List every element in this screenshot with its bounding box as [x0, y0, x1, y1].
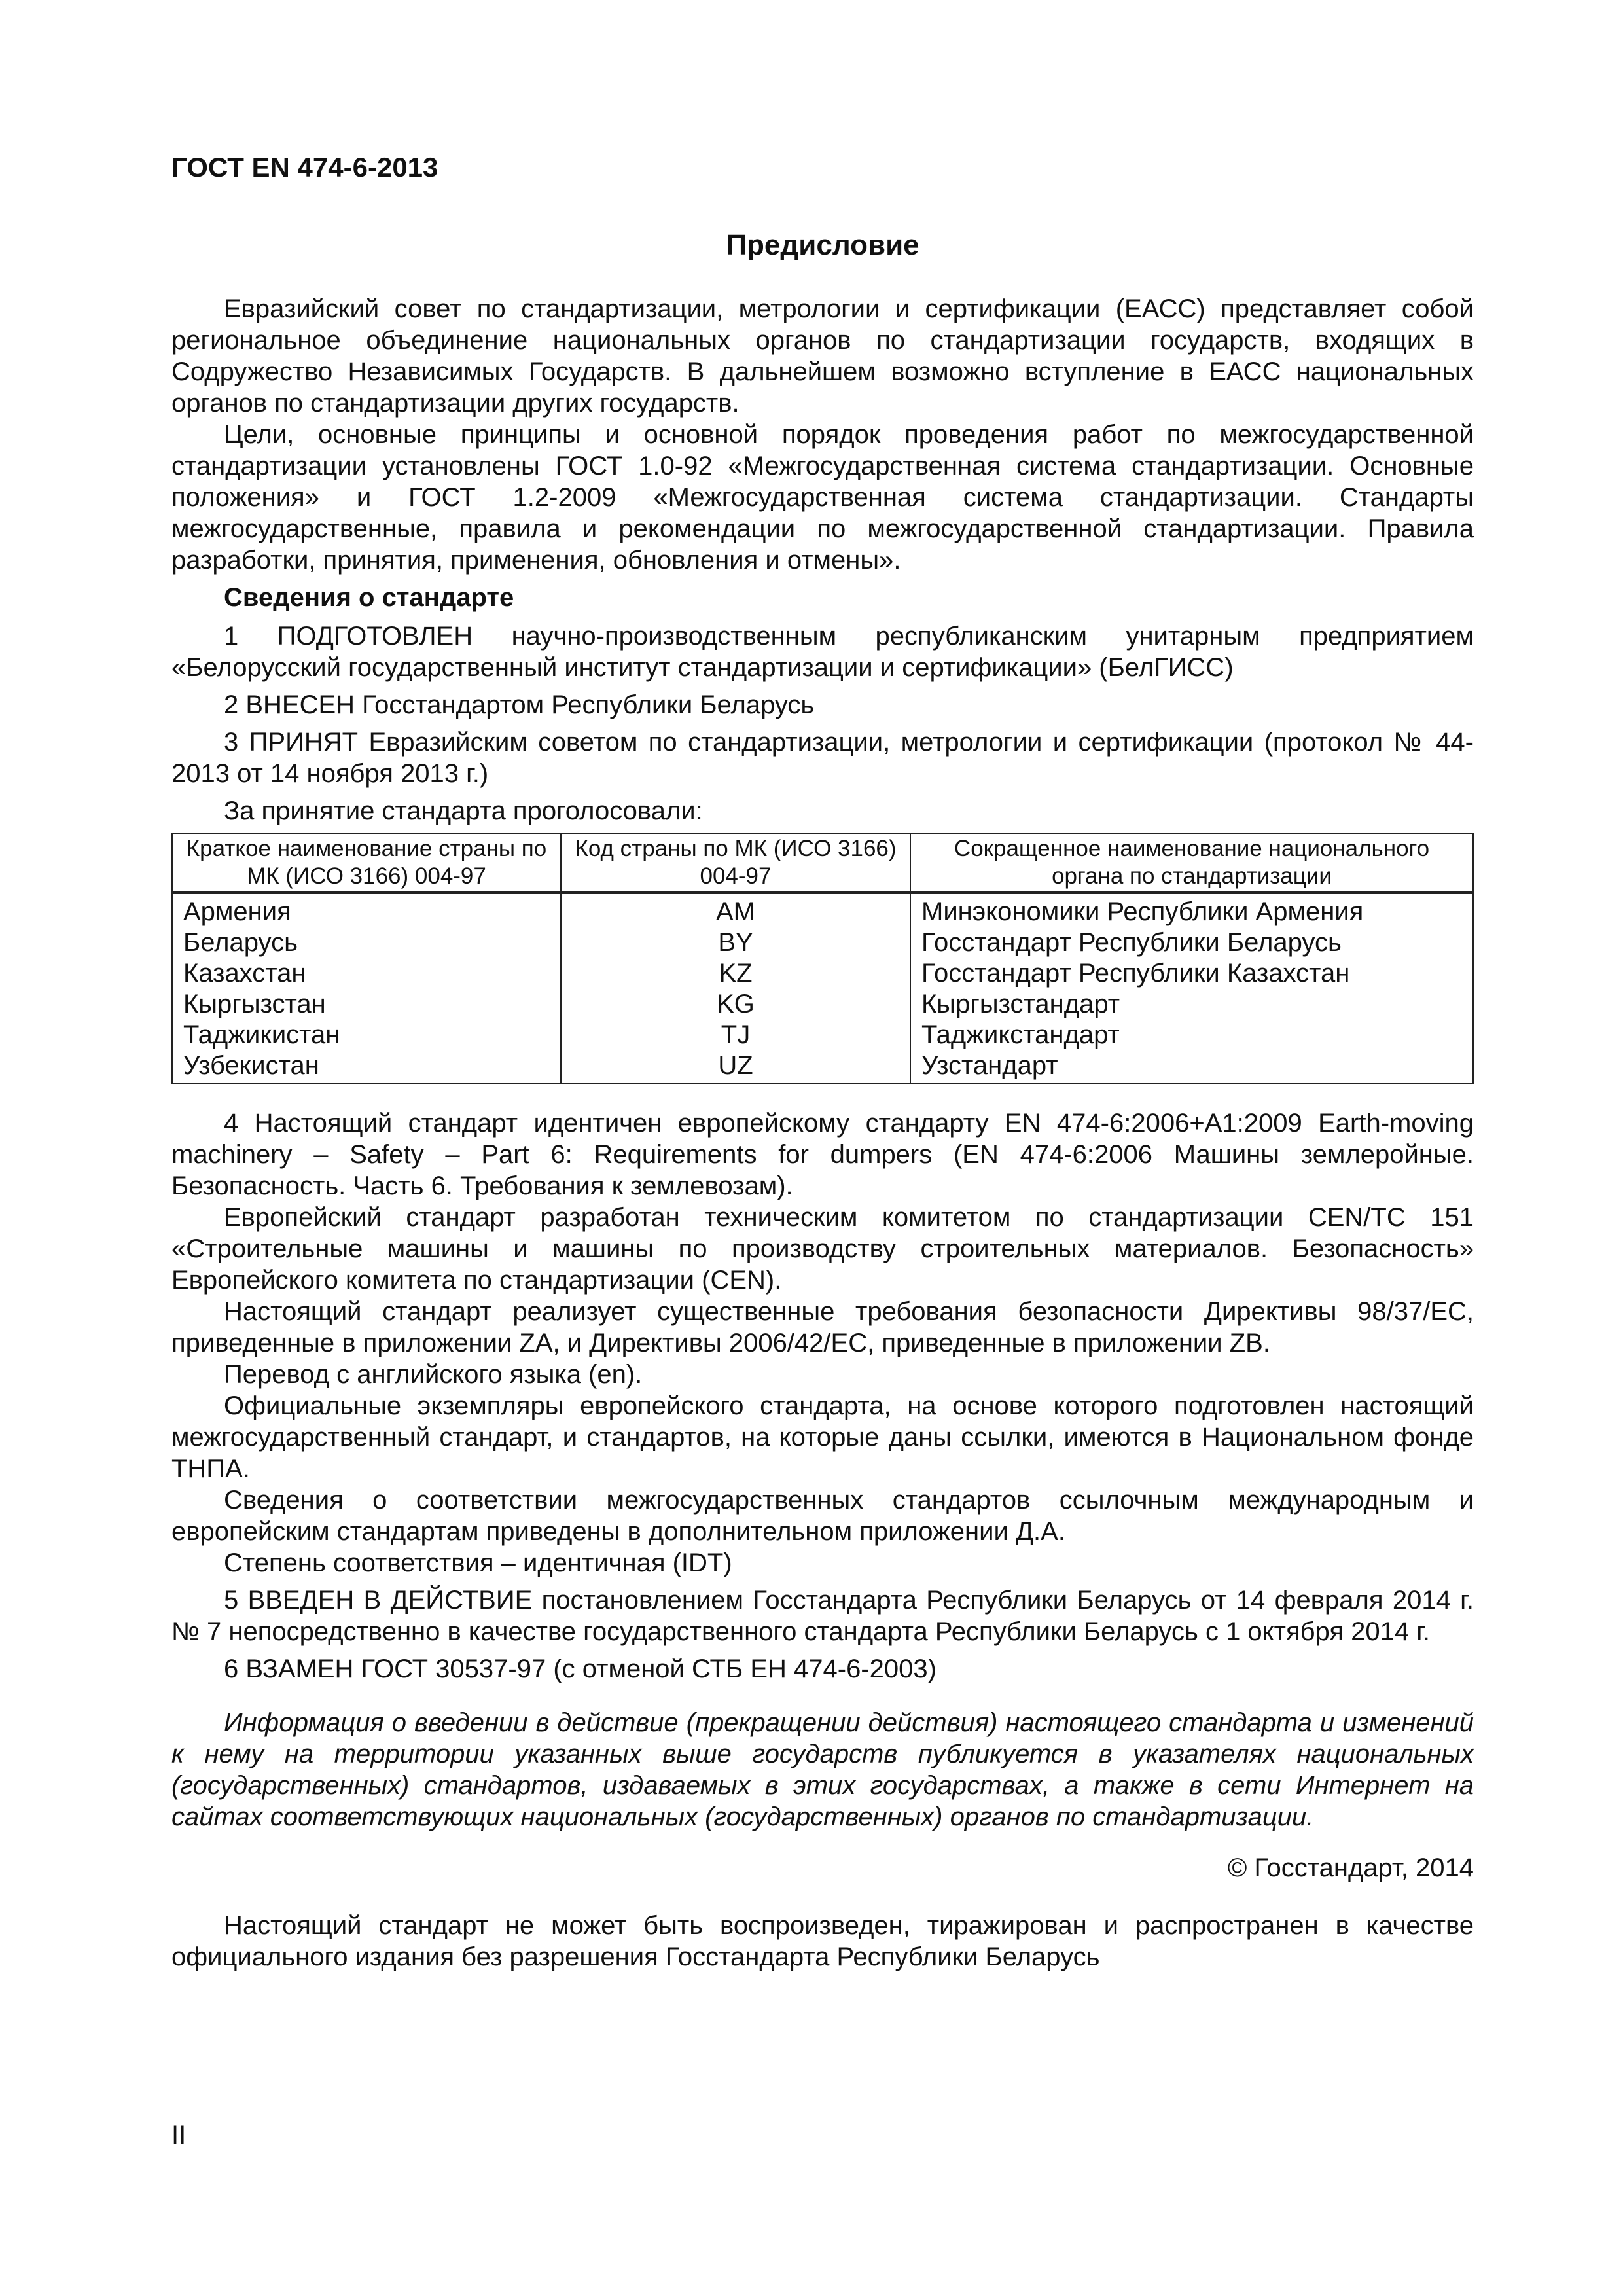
item-identity-detail: Степень соответствия – идентичная (IDT) [224, 1549, 732, 1577]
table-row [172, 1050, 1473, 1083]
document-body [171, 293, 1474, 1979]
cell-authority: Кыргызстандарт [910, 989, 1473, 1020]
column-header-code: Код страны по МК (ИСО 3166) 004-97 [561, 833, 910, 893]
cell-country: Казахстан [172, 958, 561, 989]
copyright-notice: © Госстандарт, 2014 [1227, 1854, 1474, 1882]
cell-authority: Узстандарт [910, 1050, 1473, 1083]
cell-country: Кыргызстан [172, 989, 561, 1020]
item-identity-detail: Официальные экземпляры европейского стандарта, на основе которого подготовлен настоящий межгосударственный стандарт, и стандартов, на которые даны ссылки, имеются в Национальном фонде ТНПА. [171, 1391, 1474, 1483]
item-submitted: 2 ВНЕСЕН Госстандартом Республики Беларусь [224, 691, 815, 719]
cell-code: UZ [561, 1050, 910, 1083]
cell-authority: Госстандарт Республики Беларусь [910, 927, 1473, 958]
table-row [172, 958, 1473, 989]
cell-authority: Минэкономики Республики Армения [910, 893, 1473, 927]
intro-paragraph: Евразийский совет по стандартизации, метрологии и сертификации (ЕАСС) представляет собой региональное объединение национальных органов по стандартизации государств, входящих в Содружество Независимых Государств. В дальнейшем возможно вступление в ЕАСС национальных органов по стандартизации других государств. [171, 295, 1474, 418]
cell-country: Беларусь [172, 927, 561, 958]
cell-country: Таджикистан [172, 1020, 561, 1050]
table-row [172, 893, 1473, 927]
cell-authority: Госстандарт Республики Казахстан [910, 958, 1473, 989]
page-number: II [171, 2121, 187, 2149]
cell-code: AM [561, 893, 910, 927]
table-header-row [172, 833, 1473, 893]
voting-table [171, 833, 1474, 1084]
cell-authority: Таджикстандарт [910, 1020, 1473, 1050]
item-prepared: 1 ПОДГОТОВЛЕН научно-производственным республиканским унитарным предприятием «Белорусский государственный институт стандартизации и сертификации» (БелГИСС) [171, 622, 1474, 682]
voted-label: За принятие стандарта проголосовали: [224, 797, 703, 825]
item-identity: 4 Настоящий стандарт идентичен европейскому стандарту EN 474-6:2006+A1:2009 Earth-moving machinery – Safety – Part 6: Requirements for dumpers (EN 474-6:2006 Машины землеройные. Безопасность. Часть 6. Требования к землевозам). [171, 1109, 1474, 1200]
item-identity-detail: Перевод с английского языка (en). [224, 1360, 643, 1389]
page-title: Предисловие [726, 229, 919, 261]
cell-code: KG [561, 989, 910, 1020]
section-heading: Сведения о стандарте [224, 583, 514, 612]
intro-paragraph: Цели, основные принципы и основной порядок проведения работ по межгосударственной стандартизации установлены ГОСТ 1.0-92 «Межгосударственная система стандартизации. Основные положения» и ГОСТ 1.2-2009 «Межгосударственная система стандартизации. Стандарты межгосударственные, правила и рекомендации по межгосударственной стандартизации. Правила разработки, принятия, применения, обновления и отмены». [171, 420, 1474, 575]
restriction-notice: Настоящий стандарт не может быть воспроизведен, тиражирован и распространен в качестве официального издания без разрешения Госстандарта Республики Беларусь [171, 1911, 1474, 1971]
cell-code: KZ [561, 958, 910, 989]
document-code: ГОСТ EN 474-6-2013 [171, 152, 438, 183]
table-row [172, 1020, 1473, 1050]
column-header-country: Краткое наименование страны по МК (ИСО 3166) 004-97 [172, 833, 561, 893]
cell-code: BY [561, 927, 910, 958]
table-row [172, 989, 1473, 1020]
item-replaces: 6 ВЗАМЕН ГОСТ 30537-97 (с отменой СТБ ЕН 474-6-2003) [224, 1655, 936, 1683]
column-header-authority: Сокращенное наименование национального органа по стандартизации [910, 833, 1473, 893]
item-identity-detail: Сведения о соответствии межгосударственных стандартов ссылочным международным и европейским стандартам приведены в дополнительном приложении Д.А. [171, 1486, 1474, 1546]
info-note: Информация о введении в действие (прекращении действия) настоящего стандарта и изменений к нему на территории указанных выше государств публикуется в указателях национальных (государственных) стандартов, издаваемых в этих государствах, а также в сети Интернет на сайтах соответствующих национальных (государственных) органов по стандартизации. [171, 1708, 1474, 1831]
table-row [172, 927, 1473, 958]
cell-country: Армения [172, 893, 561, 927]
cell-country: Узбекистан [172, 1050, 561, 1083]
item-adopted: 3 ПРИНЯТ Евразийским советом по стандартизации, метрологии и сертификации (протокол № 44-2013 от 14 ноября 2013 г.) [171, 728, 1474, 788]
cell-code: TJ [561, 1020, 910, 1050]
item-enacted: 5 ВВЕДЕН В ДЕЙСТВИЕ постановлением Госстандарта Республики Беларусь от 14 февраля 2014 г. № 7 непосредственно в качестве государственного стандарта Республики Беларусь с 1 октября 2014 г. [171, 1586, 1474, 1646]
item-identity-detail: Европейский стандарт разработан техническим комитетом по стандартизации CEN/TC 151 «Строительные машины и машины по производству строительных материалов. Безопасность» Европейского комитета по стандартизации (CEN). [171, 1203, 1474, 1295]
item-identity-detail: Настоящий стандарт реализует существенные требования безопасности Директивы 98/37/ЕС, приведенные в приложении ZA, и Директивы 2006/42/ЕС, приведенные в приложении ZB. [171, 1297, 1474, 1357]
